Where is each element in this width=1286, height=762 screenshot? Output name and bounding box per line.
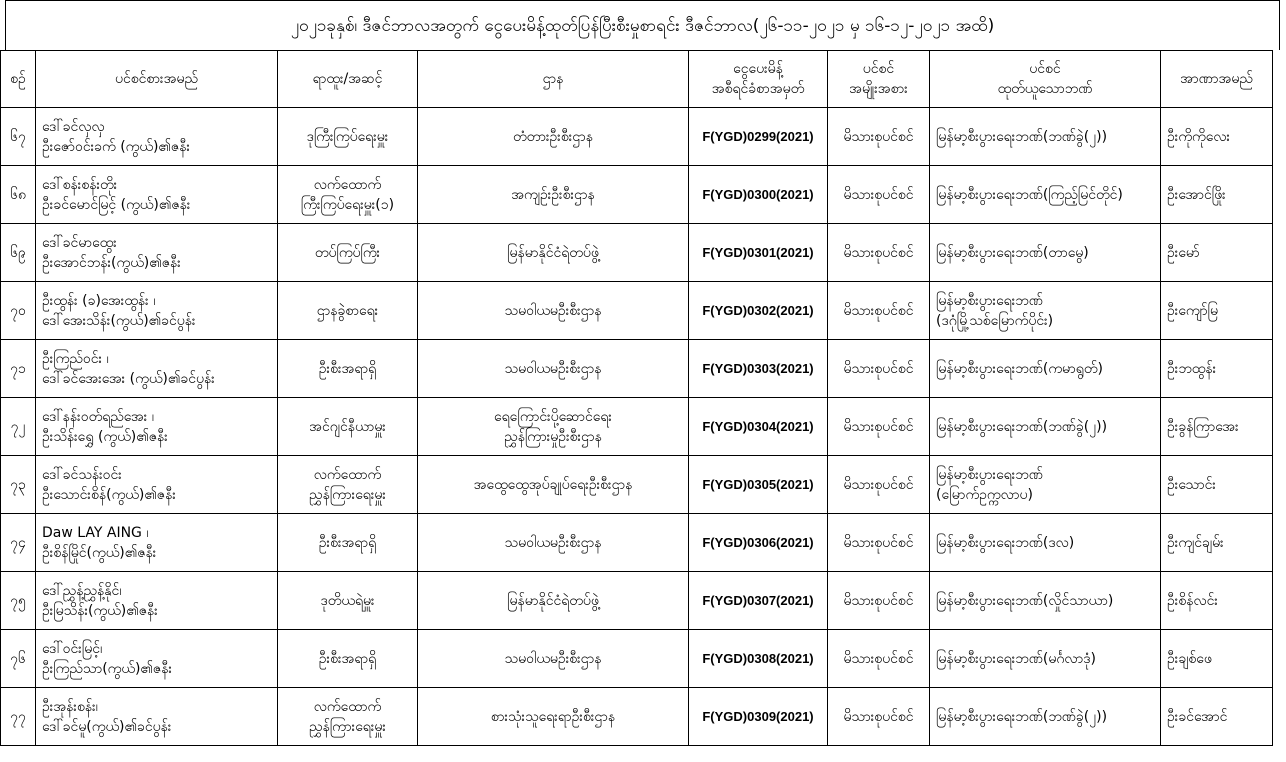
cell-rank-line1: ဦးစီးအရာရှိ xyxy=(318,534,377,551)
page-title: ၂၀၂၁ခုနှစ်၊ ဒီဇင်ဘာလအတွက် ငွေပေးမိန့်ထုတ်ပြန်ပြီးစီးမှုစာရင်း ဒီဇင်ဘာလ(၂၆-၁၁-၂၀၂၁ မှ ၁၆-၁၂-၂၀၂၁ အထိ) xyxy=(5,0,1280,50)
cell-bank xyxy=(930,166,1161,224)
cell-no xyxy=(1,166,36,224)
cell-bank-line1: မြန်မာ့စီးပွားရေးဘဏ်(မင်္ဂလာဒုံ) xyxy=(936,650,1096,667)
cell-name-line1: ဒေါ်ဝင်းမြင့်၊ xyxy=(42,640,103,657)
cell-no-line1: ၆၈ xyxy=(10,186,26,203)
cell-name xyxy=(36,224,278,282)
cell-order-no xyxy=(689,688,828,746)
cell-name-line1: ဒေါ်ညွှန့်ညွှန့်နိုင်၊ xyxy=(42,582,122,599)
cell-no-line1: ၇၁ xyxy=(10,360,26,377)
cell-no-line1: ၇၃ xyxy=(10,476,26,493)
cell-no-line1: ၇၅ xyxy=(10,592,26,609)
cell-rank xyxy=(278,340,418,398)
cell-dept xyxy=(418,224,689,282)
cell-bank-line1: မြန်မာ့စီးပွားရေးဘဏ်(ကမာရွတ်) xyxy=(936,360,1103,377)
table-row xyxy=(1,456,1273,514)
cell-dept-line1: မြန်မာနိုင်ငံရဲတပ်ဖွဲ့ xyxy=(507,592,599,609)
cell-rank-line1: ဒုကြီးကြပ်ရေးမှူး xyxy=(306,128,389,145)
header-order-line2: အစီရင်ခံစာအမှတ် xyxy=(711,81,805,97)
cell-pension-type xyxy=(828,282,930,340)
cell-pension-type-line1: မိသားစုပင်စင် xyxy=(843,534,914,551)
cell-name-line1: ဦးကြည်ဝင်း ၊ xyxy=(42,350,109,367)
cell-no xyxy=(1,456,36,514)
cell-pension-type-line1: မိသားစုပင်စင် xyxy=(843,476,914,493)
cell-name-line1: ဒေါ်ခင်လှလှ xyxy=(42,118,105,135)
cell-order-no xyxy=(689,398,828,456)
cell-order-no-line1: F(YGD)0306(2021) xyxy=(702,534,814,550)
cell-order-no xyxy=(689,630,828,688)
cell-official xyxy=(1161,630,1273,688)
cell-name xyxy=(36,166,278,224)
cell-official xyxy=(1161,456,1273,514)
cell-bank xyxy=(930,282,1161,340)
cell-bank-line1: မြန်မာ့စီးပွားရေးဘဏ်(ဘဏ်ခွဲ(၂)) xyxy=(936,418,1108,435)
cell-rank xyxy=(278,630,418,688)
cell-bank xyxy=(930,398,1161,456)
header-bank-line2: ထုတ်ယူသောဘဏ် xyxy=(997,81,1093,97)
cell-name xyxy=(36,630,278,688)
cell-order-no xyxy=(689,340,828,398)
cell-no-line1: ၇၇ xyxy=(10,708,26,725)
cell-pension-type-line1: မိသားစုပင်စင် xyxy=(843,128,914,145)
cell-rank xyxy=(278,224,418,282)
cell-pension-type-line1: မိသားစုပင်စင် xyxy=(843,244,914,261)
cell-order-no-line1: F(YGD)0308(2021) xyxy=(702,650,814,666)
cell-official xyxy=(1161,514,1273,572)
cell-order-no-line1: F(YGD)0301(2021) xyxy=(702,244,814,260)
cell-rank xyxy=(278,108,418,166)
cell-rank-line1: ဌာနခွဲစာရေး xyxy=(316,302,379,319)
header-dept: ဌာန xyxy=(418,51,689,108)
cell-official xyxy=(1161,398,1273,456)
cell-rank xyxy=(278,688,418,746)
cell-official xyxy=(1161,688,1273,746)
cell-rank-line2: ကြီးကြပ်ရေးမှူး(၁) xyxy=(300,196,395,213)
cell-official-line1: ဦးခင်အောင် xyxy=(1167,708,1228,725)
table-row xyxy=(1,340,1273,398)
cell-pension-type xyxy=(828,108,930,166)
cell-bank-line1: မြန်မာ့စီးပွားရေးဘဏ်(ဘဏ်ခွဲ(၂)) xyxy=(936,128,1108,145)
cell-name-line1: ဒေါ်နန်းဝတ်ရည်အေး ၊ xyxy=(42,408,154,425)
pension-table xyxy=(0,50,1273,746)
cell-order-no-line1: F(YGD)0304(2021) xyxy=(702,418,814,434)
cell-pension-type xyxy=(828,398,930,456)
cell-pension-type-line1: မိသားစုပင်စင် xyxy=(843,418,914,435)
cell-no xyxy=(1,224,36,282)
cell-order-no-line1: F(YGD)0299(2021) xyxy=(702,128,814,144)
cell-dept xyxy=(418,572,689,630)
cell-dept xyxy=(418,630,689,688)
cell-no xyxy=(1,398,36,456)
cell-dept xyxy=(418,108,689,166)
cell-name-line2: ဒေါ်ခင်မူ(ကွယ်)၏ခင်ပွန်း xyxy=(42,718,172,735)
cell-dept xyxy=(418,282,689,340)
cell-rank xyxy=(278,282,418,340)
cell-official xyxy=(1161,282,1273,340)
cell-bank-line1: မြန်မာ့စီးပွားရေးဘဏ်(ကြည့်မြင်တိုင်) xyxy=(936,186,1123,203)
table-row xyxy=(1,398,1273,456)
cell-name xyxy=(36,688,278,746)
cell-rank xyxy=(278,166,418,224)
cell-pension-type xyxy=(828,572,930,630)
cell-official-line1: ဦးသောင်း xyxy=(1167,476,1216,493)
header-name: ပင်စင်စားအမည် xyxy=(36,51,278,108)
cell-order-no xyxy=(689,282,828,340)
cell-bank-line1: မြန်မာ့စီးပွားရေးဘဏ် xyxy=(936,292,1043,309)
table-row xyxy=(1,688,1273,746)
cell-dept-line1: တံတားဦးစီးဌာန xyxy=(512,128,594,145)
cell-official-line1: ဦးချစ်ဖေ xyxy=(1167,650,1212,667)
cell-bank-line2: (ဒဂုံမြို့သစ်မြောက်ပိုင်း) xyxy=(936,312,1054,329)
cell-bank xyxy=(930,108,1161,166)
header-order xyxy=(689,51,828,108)
cell-rank-line1: ဦးစီးအရာရှိ xyxy=(318,650,377,667)
cell-no xyxy=(1,572,36,630)
header-rank: ရာထူး/အဆင့် xyxy=(278,51,418,108)
cell-order-no xyxy=(689,572,828,630)
table-header-row xyxy=(1,51,1273,108)
cell-official-line1: ဦးကျင်ချမ်း xyxy=(1167,534,1224,551)
cell-rank-line1: အင်ဂျင်နီယာမှူး xyxy=(309,418,386,435)
cell-name xyxy=(36,514,278,572)
cell-order-no-line1: F(YGD)0309(2021) xyxy=(702,708,814,724)
cell-rank xyxy=(278,398,418,456)
cell-no-line1: ၆၇ xyxy=(10,128,26,145)
cell-pension-type xyxy=(828,224,930,282)
cell-name-line2: ဦးစိန်မြိုင်(ကွယ်)၏ဇနီး xyxy=(42,544,157,561)
cell-order-no xyxy=(689,514,828,572)
cell-rank xyxy=(278,572,418,630)
cell-official xyxy=(1161,572,1273,630)
cell-bank xyxy=(930,514,1161,572)
cell-name-line1: Daw LAY AING ၊ xyxy=(42,524,149,541)
cell-rank-line1: လက်ထောက် xyxy=(313,466,382,483)
cell-name-line2: ဦးကြည်သာ(ကွယ်)၏ဇနီး xyxy=(42,660,173,677)
cell-bank-line2: (မြောက်ဥက္ကလာပ) xyxy=(936,486,1033,503)
cell-dept-line2: ညွှန်ကြားမှုဦးစီးဌာန xyxy=(504,428,602,445)
cell-no xyxy=(1,630,36,688)
cell-dept-line1: သမဝါယမဦးစီးဌာန xyxy=(504,302,602,319)
cell-rank-line2: ညွှန်ကြားရေးမှူး xyxy=(309,718,386,735)
cell-name-line1: ဒေါ်စန်းစန်းတိုး xyxy=(42,176,118,193)
cell-name xyxy=(36,456,278,514)
cell-order-no-line1: F(YGD)0307(2021) xyxy=(702,592,814,608)
header-type-line1: ပင်စင် xyxy=(862,61,895,77)
cell-name-line1: ဒေါ်ခင်သန်းဝင်း xyxy=(42,466,122,483)
table-row xyxy=(1,108,1273,166)
cell-no xyxy=(1,688,36,746)
cell-name-line2: ဒေါ်ခင်အေးအေး (ကွယ်)၏ခင်ပွန်း xyxy=(42,370,215,387)
cell-order-no xyxy=(689,108,828,166)
cell-pension-type-line1: မိသားစုပင်စင် xyxy=(843,708,914,725)
cell-name xyxy=(36,282,278,340)
cell-name xyxy=(36,340,278,398)
cell-rank-line2: ညွှန်ကြားရေးမှူး xyxy=(309,486,386,503)
cell-rank-line1: လက်ထောက် xyxy=(313,698,382,715)
cell-order-no-line1: F(YGD)0302(2021) xyxy=(702,302,814,318)
cell-dept-line1: အထွေထွေအုပ်ချုပ်ရေးဦးစီးဌာန xyxy=(473,476,633,493)
cell-official xyxy=(1161,224,1273,282)
cell-name-line1: ဦးအုန်းစန်း၊ xyxy=(42,698,98,715)
cell-no-line1: ၇၀ xyxy=(10,302,26,319)
cell-order-no-line1: F(YGD)0300(2021) xyxy=(702,186,814,202)
header-no: စဉ် xyxy=(1,51,36,108)
cell-name-line2: ဦးမြသိန်း(ကွယ်)၏ဇနီး xyxy=(42,602,158,619)
cell-dept-line1: ရေကြောင်းပို့ဆောင်ရေး xyxy=(494,408,612,425)
table-row xyxy=(1,572,1273,630)
cell-dept-line1: သမဝါယမဦးစီးဌာန xyxy=(504,534,602,551)
cell-name xyxy=(36,108,278,166)
cell-name xyxy=(36,572,278,630)
cell-rank xyxy=(278,514,418,572)
cell-dept xyxy=(418,166,689,224)
table-row xyxy=(1,166,1273,224)
table-row xyxy=(1,282,1273,340)
cell-pension-type-line1: မိသားစုပင်စင် xyxy=(843,650,914,667)
cell-bank xyxy=(930,688,1161,746)
cell-dept xyxy=(418,456,689,514)
cell-pension-type-line1: မိသားစုပင်စင် xyxy=(843,360,914,377)
cell-official-line1: ဦးဘထွန်း xyxy=(1167,360,1217,377)
cell-official xyxy=(1161,166,1273,224)
cell-official-line1: ဦးခွန်ကြာအေး xyxy=(1167,418,1239,435)
cell-official-line1: ဦးကျော်မြ xyxy=(1167,302,1218,319)
header-bank-line1: ပင်စင် xyxy=(1029,61,1061,77)
cell-bank-line1: မြန်မာ့စီးပွားရေးဘဏ် xyxy=(936,466,1043,483)
cell-dept-line1: သမဝါယမဦးစီးဌာန xyxy=(504,650,602,667)
cell-rank-line1: လက်ထောက် xyxy=(313,176,382,193)
cell-no-line1: ၇၄ xyxy=(10,534,26,551)
cell-bank-line1: မြန်မာ့စီးပွားရေးဘဏ်(ဒလ) xyxy=(936,534,1075,551)
cell-bank-line1: မြန်မာ့စီးပွားရေးဘဏ်(ဘဏ်ခွဲ(၂)) xyxy=(936,708,1108,725)
cell-order-no xyxy=(689,456,828,514)
header-type xyxy=(828,51,930,108)
cell-pension-type-line1: မိသားစုပင်စင် xyxy=(843,302,914,319)
cell-name xyxy=(36,398,278,456)
cell-bank xyxy=(930,340,1161,398)
cell-no-line1: ၆၉ xyxy=(10,244,26,261)
table-row xyxy=(1,630,1273,688)
cell-official-line1: ဦးအောင်ဖြိုး xyxy=(1167,186,1226,203)
cell-name-line2: ဦးသိန်းရွှေ (ကွယ်)၏ဇနီး xyxy=(42,428,168,445)
table-row xyxy=(1,224,1273,282)
cell-name-line2: ဒေါ်အေးသိန်း(ကွယ်)၏ခင်ပွန်း xyxy=(42,312,196,329)
cell-rank xyxy=(278,456,418,514)
cell-bank-line1: မြန်မာ့စီးပွားရေးဘဏ်(လှိုင်သာယာ) xyxy=(936,592,1114,609)
cell-dept-line1: မြန်မာနိုင်ငံရဲတပ်ဖွဲ့ xyxy=(507,244,599,261)
cell-no-line1: ၇၆ xyxy=(10,650,26,667)
cell-dept xyxy=(418,514,689,572)
cell-pension-type xyxy=(828,340,930,398)
cell-pension-type xyxy=(828,630,930,688)
cell-dept xyxy=(418,340,689,398)
header-type-line2: အမျိုးအစား xyxy=(849,81,908,97)
cell-name-line2: ဦးအောင်ဘန်း(ကွယ်)၏ဇနီး xyxy=(42,254,181,271)
cell-pension-type xyxy=(828,514,930,572)
cell-name-line1: ဒေါ်ခင်မာထွေး xyxy=(42,234,117,251)
cell-no-line1: ၇၂ xyxy=(10,418,26,435)
table-row xyxy=(1,514,1273,572)
cell-dept-line1: သမဝါယမဦးစီးဌာန xyxy=(504,360,602,377)
cell-no xyxy=(1,282,36,340)
cell-no xyxy=(1,108,36,166)
cell-rank-line1: ဒုတိယရဲမှူး xyxy=(320,592,375,609)
cell-pension-type xyxy=(828,456,930,514)
cell-name-line1: ဦးထွန်း (ခ)အေးထွန်း ၊ xyxy=(42,292,156,309)
cell-bank xyxy=(930,456,1161,514)
cell-bank xyxy=(930,224,1161,282)
cell-pension-type-line1: မိသားစုပင်စင် xyxy=(843,592,914,609)
cell-pension-type xyxy=(828,166,930,224)
cell-name-line2: ဦးသောင်းစိန်(ကွယ်)၏ဇနီး xyxy=(42,486,176,503)
cell-official-line1: ဦးစိန်လင်း xyxy=(1167,592,1218,609)
header-bank xyxy=(930,51,1161,108)
cell-bank xyxy=(930,630,1161,688)
cell-official xyxy=(1161,340,1273,398)
cell-order-no-line1: F(YGD)0305(2021) xyxy=(702,476,814,492)
cell-rank-line1: တပ်ကြပ်ကြီး xyxy=(314,244,381,261)
cell-order-no xyxy=(689,224,828,282)
cell-dept xyxy=(418,688,689,746)
cell-official-line1: ဦးကိုကိုလေး xyxy=(1167,128,1230,145)
cell-no xyxy=(1,514,36,572)
cell-official xyxy=(1161,108,1273,166)
cell-rank-line1: ဦးစီးအရာရှိ xyxy=(318,360,377,377)
header-official: အာဏာအမည် xyxy=(1161,51,1273,108)
cell-name-line2: ဦးဇော်ဝင်းခက် (ကွယ်)၏ဇနီး xyxy=(42,138,191,155)
cell-pension-type xyxy=(828,688,930,746)
cell-order-no-line1: F(YGD)0303(2021) xyxy=(702,360,814,376)
cell-dept-line1: အကျဉ်းဦးစီးဌာန xyxy=(511,186,595,203)
cell-official-line1: ဦးမော် xyxy=(1167,244,1200,261)
cell-name-line2: ဦးခင်မောင်မြင့် (ကွယ်)၏ဇနီး xyxy=(42,196,191,213)
cell-bank xyxy=(930,572,1161,630)
header-order-line1: ငွေပေးမိန့် xyxy=(733,61,783,77)
cell-pension-type-line1: မိသားစုပင်စင် xyxy=(843,186,914,203)
cell-dept-line1: စားသုံးသူရေးရာဦးစီးဌာန xyxy=(490,708,616,725)
cell-no xyxy=(1,340,36,398)
cell-order-no xyxy=(689,166,828,224)
cell-bank-line1: မြန်မာ့စီးပွားရေးဘဏ်(တာမွေ) xyxy=(936,244,1089,261)
table-body xyxy=(1,108,1273,746)
cell-dept xyxy=(418,398,689,456)
